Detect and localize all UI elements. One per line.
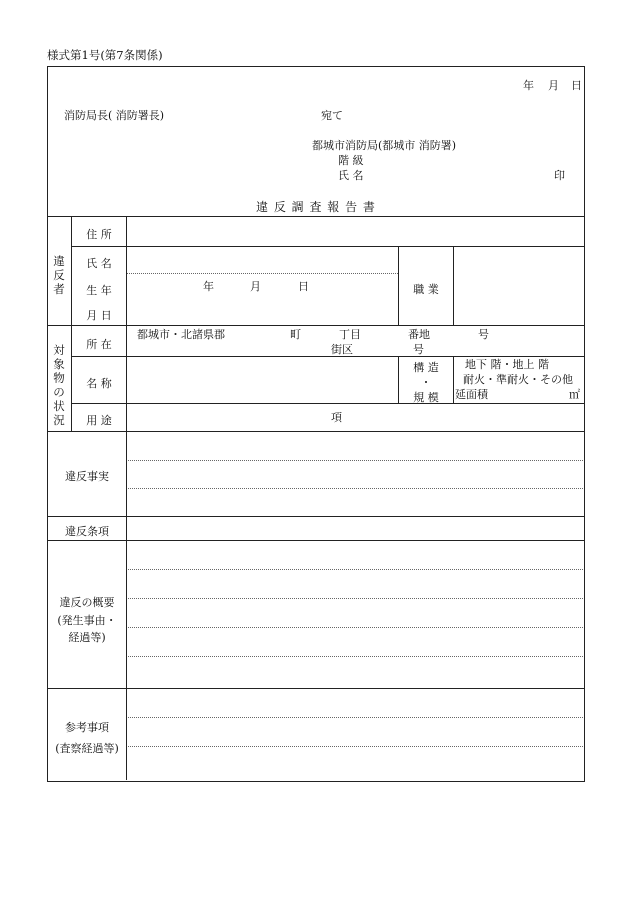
rule <box>71 216 72 431</box>
facts-label: 違反事実 <box>65 470 109 483</box>
structure-label-3: 規 模 <box>413 391 439 404</box>
rule-dotted <box>126 746 583 747</box>
birth-year: 年 <box>203 280 214 293</box>
birth-label-1: 生 年 <box>86 284 112 297</box>
location-banchi: 番地 <box>408 328 430 341</box>
form-number: 様式第1号(第7条関係) <box>47 48 163 62</box>
location-prefix: 都城市・北諸県郡 <box>137 328 225 341</box>
facility-name-label: 名 称 <box>86 377 112 390</box>
notes-label-1: 参考事項 <box>65 721 109 734</box>
date-year: 年 <box>523 79 534 92</box>
notes-label-2: (査察経過等) <box>55 742 119 755</box>
rule <box>453 246 454 325</box>
use-item: 項 <box>331 411 342 424</box>
recipient: 消防局長( 消防署長) <box>64 109 165 122</box>
target-group-label: 対 象 物 の 状 況 <box>53 343 65 427</box>
location-cho: 町 <box>290 328 301 341</box>
structure-floors: 地下 階・地上 階 <box>465 358 549 371</box>
rule <box>47 516 584 517</box>
rule-dotted <box>126 460 583 461</box>
rule <box>71 356 584 357</box>
address-label: 住 所 <box>86 228 112 241</box>
rule <box>126 216 127 780</box>
overview-label-3: 経過等) <box>68 631 106 644</box>
location-label: 所 在 <box>86 338 112 351</box>
violator-group-label: 違 反 者 <box>53 254 65 296</box>
birth-day: 日 <box>298 280 309 293</box>
floor-area-unit: ㎡ <box>569 388 580 401</box>
rule-dotted <box>126 627 583 628</box>
rule <box>71 403 584 404</box>
clauses-label: 違反条項 <box>65 525 109 538</box>
sender-rank: 階 級 <box>338 154 364 167</box>
location-go2: 号 <box>413 343 424 356</box>
floor-area-label: 延面積 <box>455 388 488 401</box>
rule-dotted <box>126 488 583 489</box>
sender-org: 都城市消防局(都城市 消防署) <box>312 139 457 152</box>
use-label: 用 途 <box>86 414 112 427</box>
rule <box>47 431 584 432</box>
structure-type: 耐火・準耐火・その他 <box>463 373 573 386</box>
form-title: 違 反 調 査 報 告 書 <box>256 200 376 214</box>
rule <box>47 216 584 217</box>
birth-label-2: 月 日 <box>86 309 112 322</box>
location-gaiku: 街区 <box>331 343 353 356</box>
seal-mark: 印 <box>554 169 565 182</box>
sender-name: 氏 名 <box>338 169 364 182</box>
rule <box>47 688 584 689</box>
rule <box>47 325 584 326</box>
birth-month: 月 <box>250 280 261 293</box>
rule-dotted <box>126 598 583 599</box>
overview-label-2: (発生事由・ <box>57 614 117 627</box>
occupation-label: 職 業 <box>413 283 439 296</box>
rule-dotted <box>126 717 583 718</box>
rule <box>453 356 454 403</box>
date-month: 月 <box>548 79 559 92</box>
location-go: 号 <box>478 328 489 341</box>
rule-dotted <box>126 569 583 570</box>
rule <box>47 540 584 541</box>
date-day: 日 <box>571 79 582 92</box>
overview-label-1: 違反の概要 <box>59 596 115 609</box>
form-border <box>47 66 585 782</box>
rule-dotted <box>126 656 583 657</box>
name-label: 氏 名 <box>86 257 112 270</box>
location-chome: 丁目 <box>339 328 361 341</box>
rule <box>71 246 584 247</box>
rule-dotted <box>126 273 398 274</box>
atena: 宛て <box>321 109 343 122</box>
structure-label-1: 構 造 <box>413 361 439 374</box>
structure-label-2: ・ <box>420 376 432 389</box>
